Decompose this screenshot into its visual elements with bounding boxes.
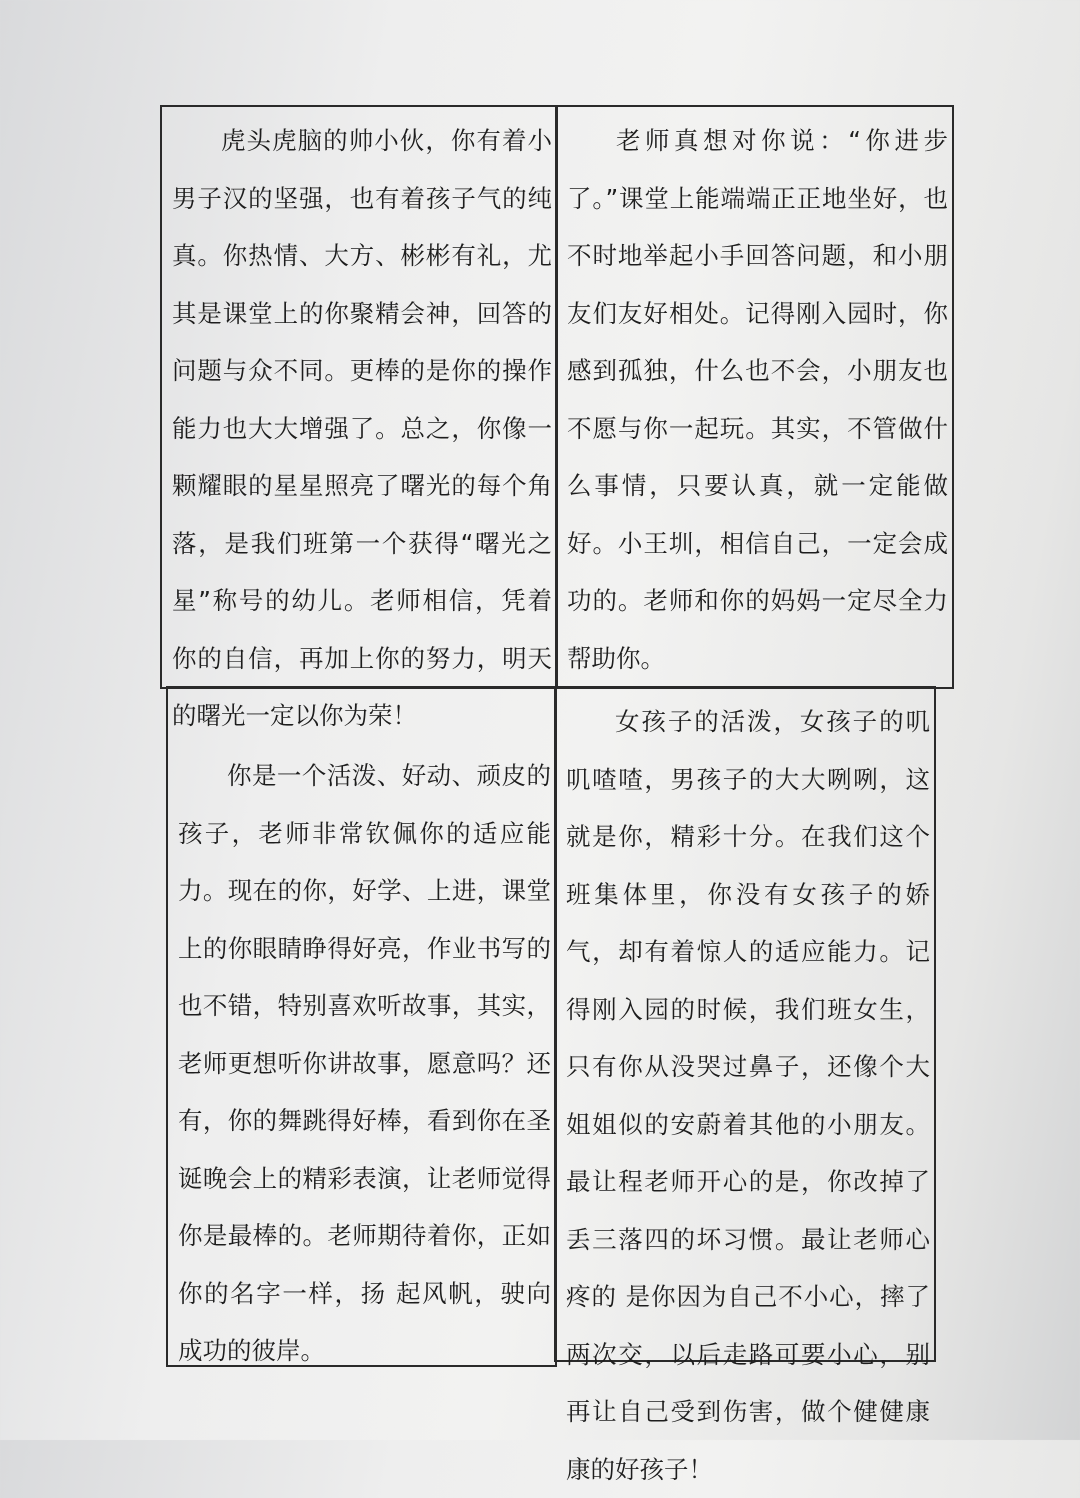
comment-cell-top-left: 虎头虎脑的帅小伙，你有着小男子汉的坚强，也有着孩子气的纯真。你热情、大方、彬彬有礼，尤其是课堂上的你聚精会神，回答的问题与众不同。更棒的是你的操作能力也大大增强了。总之，你像一颗耀眼的星星照亮了曙光的每个角落，是我们班第一个获得“曙光之星”称号的幼儿。老师相信，凭着你的自信，再加上你的努力，明天的曙光一定以你为荣！	[160, 105, 558, 689]
comment-table	[160, 105, 954, 1484]
comment-cell-bottom-right: 女孩子的活泼，女孩子的叽叽喳喳，男孩子的大大咧咧，这就是你，精彩十分。在我们这个班集体里，你没有女孩子的娇气，却有着惊人的适应能力。记得刚入园的时候，我们班女生，只有你从没哭过鼻子，还像个大姐姐似的安蔚着其他的小朋友。最让程老师开心的是，你改掉了丢三落四的坏习惯。最让老师心疼的 是你因为自己不小心，摔了两次交，以后走路可要小心，别再让自己受到伤害，做个健健康康的好孩子！	[554, 686, 936, 1362]
comment-cell-top-right: 老师真想对你说：“你进步了。”课堂上能端端正正地坐好，也不时地举起小手回答问题，和小朋友们友好相处。记得刚入园时，你感到孤独，什么也不会，小朋友也不愿与你一起玩。其实，不管做什么事情，只要认真，就一定能做好。小王圳，相信自己，一定会成功的。老师和你的妈妈一定尽全力帮助你。	[555, 105, 954, 689]
comment-cell-bottom-left: 你是一个活泼、好动、顽皮的孩子，老师非常钦佩你的适应能力。现在的你，好学、上进，课堂上的你眼睛睁得好亮，作业书写的也不错，特别喜欢听故事，其实，老师更想听你讲故事，愿意吗？还有，你的舞跳得好棒，看到你在圣诞晚会上的精彩表演，让老师觉得你是最棒的。老师期待着你，正如你的名字一样，扬 起风帆，驶向成功的彼岸。	[166, 686, 557, 1367]
